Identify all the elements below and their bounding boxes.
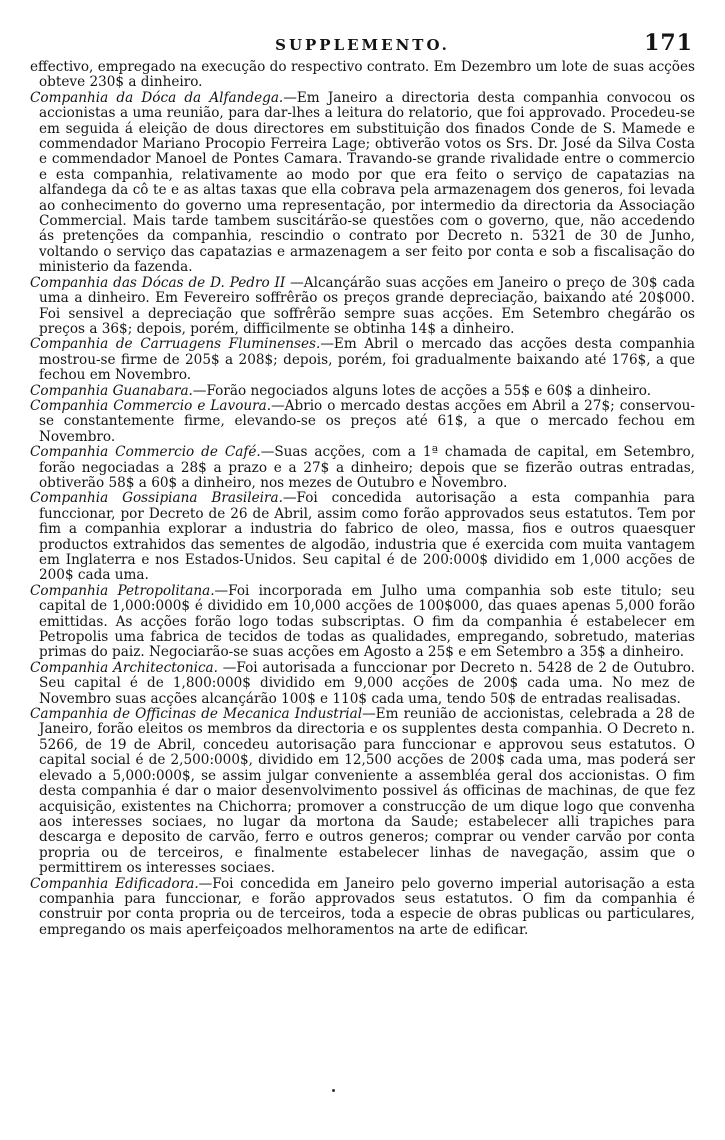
entry-text: effectivo, empregado na execução do respectivo contrato. Em Dezembro um lote de suas acções obteve 230$ a dinheiro.	[30, 59, 695, 91]
entry-docas-pedro-ii	[30, 276, 695, 338]
entry-gossipiana	[30, 491, 695, 583]
entry-heading: Companhia das Dócas de D. Pedro II	[30, 274, 286, 291]
entry-heading: Companhia da Dóca da Alfandega.	[30, 89, 284, 106]
entry-doca-alfandega	[30, 91, 695, 276]
entry-heading: Companhia Architectonica.	[30, 659, 218, 676]
entry-text: —Foi incorporada em Julho uma companhia sob este titulo; seu capital de 1,000:000$ é dividido em 10,000 acções de 100$000, das quaes apenas 5,000 forão emittidas. As acções forão logo todas subscriptas. O fim da companhia é estabelecer em Petropolis uma fabrica de tecidos de todas as qualidades, empregando, sobretudo, materias primas do paiz. Negociarão-se suas acções em Agosto a 25$ e em Setembro a 35$ a dinheiro.	[39, 582, 695, 661]
running-title: SUPPLEMENTO.	[275, 36, 450, 54]
entry-text: —Em Abril o mercado das acções desta companhia mostrou-se firme de 205$ a 208$; depois, porém, foi gradualmente baixando até 176$, a que fechou em Novembro.	[39, 336, 695, 384]
entry-text: —Forão negociados alguns lotes de acções a 55$ e 60$ a dinheiro.	[192, 382, 652, 399]
entry-text: —Suas acções, com a 1ª chamada de capital, em Setembro, forão negociadas a 28$ a prazo e a 27$ a dinheiro; depois que se fizerão outras entradas, obtiverão 58$ a 60$ a dinheiro, nos mezes de Outubro e Novembro.	[39, 444, 695, 491]
entry-heading: Companhia Gossipiana Brasileira.	[30, 490, 283, 507]
entry-heading: Campanhia de Officinas de Mecanica Industrial	[30, 706, 363, 723]
entry-heading: Companhia Petropolitana.	[30, 582, 215, 599]
entry-architectonica	[30, 661, 695, 707]
entry-petropolitana	[30, 584, 695, 661]
entry-text: —Em reunião de accionistas, celebrada a 28 de Janeiro, forão eleitos os membros da directoria e os supplentes desta companhia. O Decreto n. 5266, de 19 de Abril, concedeu autorisação para funccionar e approvou seus estatutos. O capital social é de 2,500:000$, dividido em 12,500 acções de 200$ cada uma, mas poderá ser elevado a 5,000:000$, se assim julgar conveniente a assembléa geral dos accionistas. O fim desta companhia é dar o maior desenvolvimento possivel ás officinas de machinas, de que fez acquisição, existentes na Chichorra; promover a construcção de um dique logo que convenha aos interesses sociaes, no lugar da mortona da Saude; estabelecer alli trapiches para descarga e deposito de carvão, ferro e outros generos; comprar ou vender carvão por conta propria ou de terceiros, e finalmente estabelecer linhas de navegação, assim que o permittirem os interesses sociaes.	[39, 706, 695, 877]
entry-continuation	[30, 60, 695, 91]
entry-text: —Foi autorisada a funccionar por Decreto n. 5428 de 2 de Outubro. Seu capital é de 1,800:000$ dividido em 9,000 acções de 200$ cada uma. No mez de Novembro suas acções alcançárão 100$ e 110$ cada uma, tendo 50$ de entradas realisadas.	[39, 659, 695, 707]
entry-commercio-lavoura	[30, 399, 695, 445]
entry-text: —Alcançárão suas acções em Janeiro o preço de 30$ cada uma a dinheiro. Em Fevereiro soffrêrão os preços grande depreciação, baixando até 20$000. Foi sensivel a depreciação que soffrêrão sempre suas acções. Em Setembro chegárão os preços a 36$; depois, porém, difficilmente se obtinha 14$ a dinheiro.	[39, 274, 695, 337]
entry-text: —Foi concedida autorisação a esta companhia para funccionar, por Decreto de 26 de Abril, assim como forão approvados seus estatutos. Tem por fim a companhia explorar a industria do fabrico de oleo, massa, fios e outros quaesquer productos extrahidos das sementes de algodão, industria que é exercida com muita vantagem em Inglaterra e nos Estados-Unidos. Seu capital é de 200:000$ dividido em 1,000 acções de 200$ cada uma.	[39, 490, 695, 584]
entry-heading: Companhia Commercio de Café.	[30, 444, 261, 461]
entry-edificadora	[30, 877, 695, 939]
page-header	[30, 30, 695, 60]
entry-carruagens	[30, 337, 695, 383]
entry-text: —Foi concedida em Janeiro pelo governo imperial autorisação a esta companhia para funccionar, e forão approvados seus estatutos. O fim da companhia é construir por conta propria ou de terceiros, toda a especie de obras publicas ou particulares, empregando os mais aperfeiçoados melhoramentos na arte de edificar.	[39, 875, 695, 938]
entry-heading: Companhia Commercio e Lavoura.	[30, 397, 272, 414]
entry-guanabara	[30, 384, 695, 399]
document-page	[30, 30, 695, 1120]
entries-body	[30, 60, 695, 938]
page-number: 171	[644, 30, 693, 56]
entry-heading: Companhia Edificadora.	[30, 875, 199, 892]
entry-mecanica-industrial	[30, 707, 695, 876]
entry-text: —Em Janeiro a directoria desta companhia convocou os accionistas a uma reunião, para dar-lhes a leitura do relatorio, que foi approvado. Procedeu-se em seguida á eleição de dous directores em substituição dos finados Conde de S. Mamede e commendador Mariano Procopio Ferreira Lage; obtiverão votos os Srs. Dr. José da Silva Costa e commendador Manoel de Pontes Camara. Travando-se grande rivalidade entre o commercio e esta companhia, relativamente ao modo por que era feito o serviço de capatazias na alfandega da cô te e as altas taxas que ella cobrava pela armazenagem dos generos, foi levada ao conhecimento do governo uma representação, por intermedio da directoria da Associação Commercial. Mais tarde tambem suscitárão-se questões com o governo, que, não accedendo ás pretenções da companhia, rescindio o contrato por Decreto n. 5321 de 30 de Junho, voltando o serviço das capatazias e armazenagem a ser feito por conta e sob a fiscalisação do ministerio da fazenda.	[39, 89, 695, 276]
entry-commercio-cafe	[30, 445, 695, 491]
printer-mark	[332, 1089, 335, 1092]
entry-heading: Companhia de Carruagens Fluminenses.	[30, 336, 321, 353]
entry-heading: Companhia Guanabara.	[30, 382, 193, 399]
entry-text: —Abrio o mercado destas acções em Abril a 27$; conservou-se constantemente firme, elevando-se os preços até 61$, a que o mercado fechou em Novembro.	[39, 397, 695, 445]
